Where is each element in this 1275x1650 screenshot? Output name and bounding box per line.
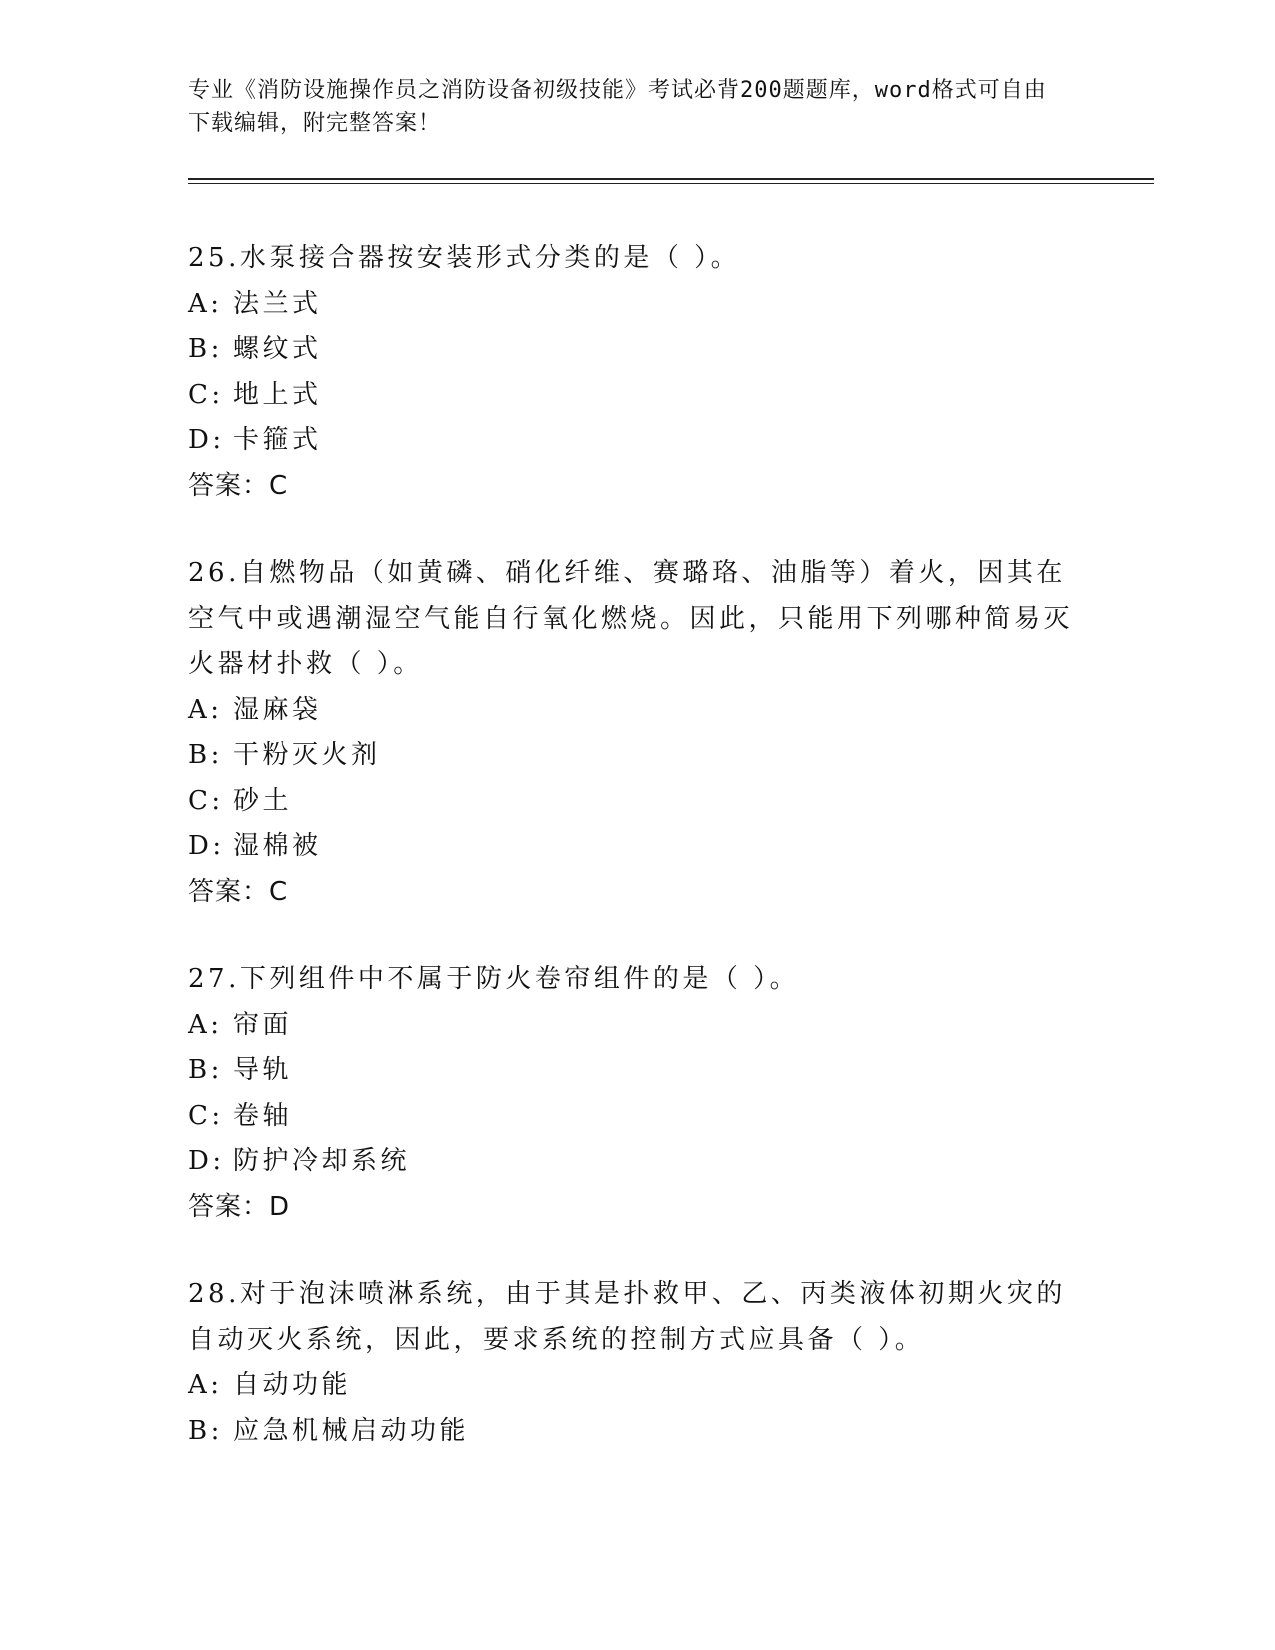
answer-line: 答案：D — [188, 1191, 291, 1222]
option-text: 地上式 — [233, 379, 322, 410]
option-letter: D: — [188, 831, 225, 861]
option-letter: A: — [188, 694, 223, 725]
option-c — [188, 373, 1088, 419]
header-divider — [188, 178, 1154, 180]
question-27 — [188, 957, 1088, 1230]
option-a — [188, 688, 1088, 734]
option-letter: C: — [188, 1100, 224, 1131]
answer-line: 答案：C — [188, 876, 289, 907]
option-b — [188, 1409, 1088, 1455]
option-a — [188, 1363, 1088, 1409]
option-letter: A: — [188, 288, 223, 319]
question-26 — [188, 551, 1088, 915]
option-letter: C: — [188, 785, 224, 816]
option-text: 砂土 — [233, 785, 293, 816]
option-letter: D: — [188, 1146, 225, 1176]
option-letter: B: — [188, 740, 223, 770]
option-letter: B: — [188, 334, 223, 364]
page-header: 专业《消防设施操作员之消防设备初级技能》考试必背200题题库，word格式可自由下载编辑，附完整答案！ — [188, 78, 1047, 136]
question-25 — [188, 236, 1088, 509]
option-a — [188, 282, 1088, 328]
option-text: 防护冷却系统 — [233, 1146, 411, 1176]
answer-line: 答案：C — [188, 470, 289, 501]
option-a — [188, 1003, 1088, 1049]
option-d — [188, 1139, 1088, 1185]
option-text: 湿棉被 — [233, 831, 322, 861]
option-d — [188, 824, 1088, 870]
option-text: 自动功能 — [233, 1370, 352, 1400]
option-text: 应急机械启动功能 — [233, 1415, 470, 1446]
option-text: 湿麻袋 — [233, 694, 322, 725]
question-stem: 28.对于泡沫喷淋系统，由于其是扑救甲、乙、丙类液体初期火灾的自动灭火系统，因此，要求系统的控制方式应具备（ ）。 — [188, 1279, 1066, 1355]
option-d — [188, 418, 1088, 464]
option-text: 帘面 — [233, 1009, 293, 1040]
option-b — [188, 1048, 1088, 1094]
option-b — [188, 733, 1088, 779]
question-list — [188, 236, 1088, 1496]
option-letter: A: — [188, 1009, 223, 1040]
option-letter: A: — [188, 1370, 223, 1400]
option-letter: C: — [188, 379, 224, 410]
header-divider-thin — [188, 183, 1154, 184]
option-letter: D: — [188, 425, 225, 455]
question-stem: 27.下列组件中不属于防火卷帘组件的是（ ）。 — [188, 964, 800, 994]
option-text: 导轨 — [233, 1055, 293, 1085]
option-letter: B: — [188, 1055, 223, 1085]
option-text: 卷轴 — [233, 1100, 293, 1131]
option-c — [188, 779, 1088, 825]
option-letter: B: — [188, 1415, 223, 1446]
question-stem: 25.水泵接合器按安装形式分类的是（ ）。 — [188, 243, 741, 273]
question-28 — [188, 1272, 1088, 1454]
option-b — [188, 327, 1088, 373]
option-text: 法兰式 — [233, 288, 322, 319]
option-text: 干粉灭火剂 — [233, 740, 381, 770]
option-text: 螺纹式 — [233, 334, 322, 364]
option-text: 卡箍式 — [233, 425, 322, 455]
option-c — [188, 1094, 1088, 1140]
question-stem: 26.自燃物品（如黄磷、硝化纤维、赛璐珞、油脂等）着火，因其在空气中或遇潮湿空气能自行氧化燃烧。因此，只能用下列哪种简易灭火器材扑救（ ）。 — [188, 558, 1074, 679]
